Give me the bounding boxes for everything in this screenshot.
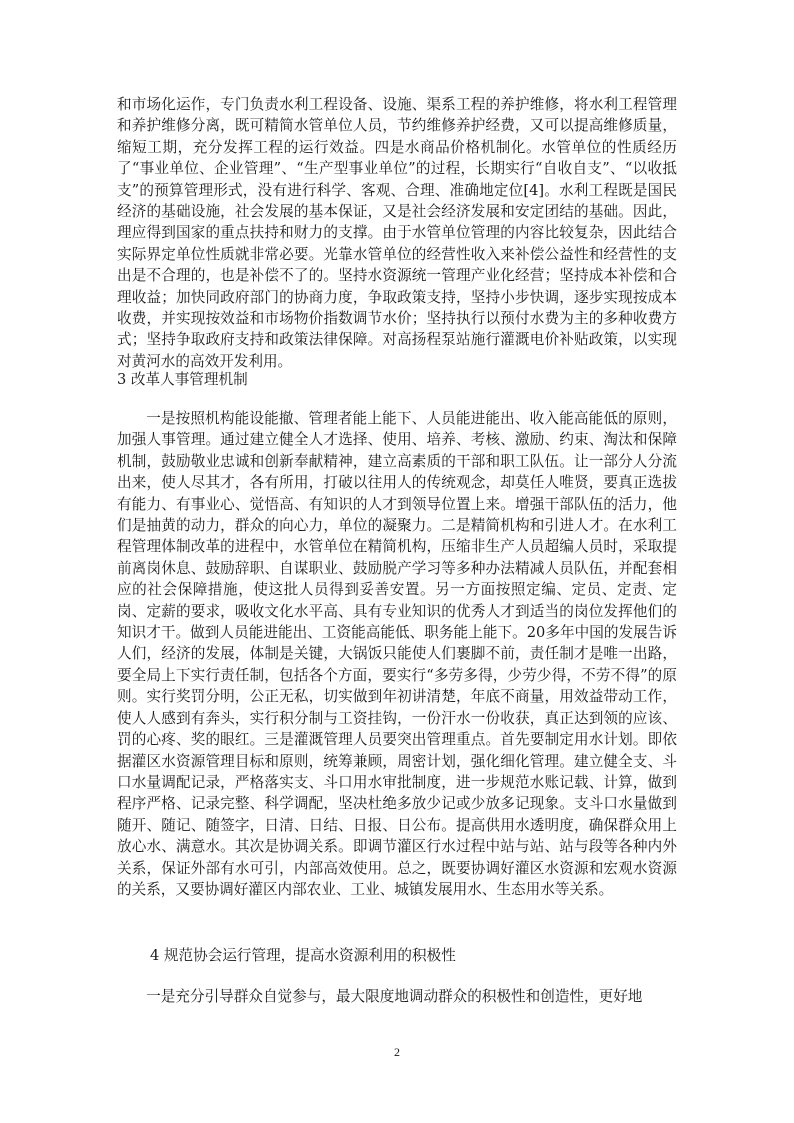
- body-paragraph-3: [117, 986, 677, 1007]
- paragraph-text: 一是充分引导群众自觉参与，最大限度地调动群众的积极性和创造性，更好地: [146, 988, 643, 1005]
- section-heading-text: 3 改革人事管理机制: [117, 371, 248, 388]
- paragraph-text: 和市场化运作，专门负责水利工程设备、设施、渠系工程的养护维修，将水利工程管理和养护维修分离，既可精简水管单位人员，节约维修养护经费，又可以提高维修质量，缩短工期，充分发挥工程的运行效益。四是水商品价格机制化。水管单位的性质经历了“事业单位、企业管理”、“生产型事业单位”的过程，长期实行“自收自支”、“以收抵支”的预算管理形式，没有进行科学、客观、合理、准确地定位[4]。水利工程既是国民经济的基础设施，社会发展的基本保证，又是社会经济发展和安定团结的基础。因此，理应得到国家的重点扶持和财力的支撑。由于水管单位管理的内容比较复杂，因此结合实际界定单位性质就非常必要。光靠水管单位的经营性收入来补偿公益性和经营性的支出是不合理的，也是补偿不了的。坚持水资源统一管理产业化经营；坚持成本补偿和合理收益；加快同政府部门的协商力度，争取政策支持，坚持小步快调，逐步实现按成本收费，并实现按效益和市场物价指数调节水价；坚持执行以预付水费为主的多种收费方式；坚持争取政府支持和政策法律保障。对高扬程泵站施行灌溉电价补贴政策，以实现对黄河水的高效开发利用。: [117, 96, 677, 370]
- section-heading-3: [117, 369, 677, 390]
- section-heading-text: 4 规范协会运行管理，提高水资源利用的积极性: [150, 947, 456, 964]
- page-number: 2: [394, 1045, 400, 1059]
- body-paragraph-2: [117, 408, 677, 900]
- section-heading-4: [150, 945, 710, 966]
- paragraph-text: 一是按照机构能设能撤、管理者能上能下、人员能进能出、收入能高能低的原则，加强人事管理。通过建立健全人才选择、使用、培养、考核、激励、约束、淘汰和保障机制，鼓励敬业忠诚和创新奉献精神，建立高素质的干部和职工队伍。让一部分人分流出来，使人尽其才，各有所用，打破以往用人的传统观念，却莫任人唯贤，要真正选拔有能力、有事业心、觉悟高、有知识的人才到领导位置上来。增强干部队伍的活力，他们是抽黄的动力，群众的向心力，单位的凝聚力。二是精简机构和引进人才。在水利工程管理体制改革的进程中，水管单位在精简机构，压缩非生产人员超编人员时，采取提前离岗休息、鼓励辞职、自谋职业、鼓励脱产学习等多种办法精减人员队伍，并配套相应的社会保障措施，使这批人员得到妥善安置。另一方面按照定编、定员、定责、定岗、定薪的要求，吸收文化水平高、具有专业知识的优秀人才到适当的岗位发挥他们的知识才干。做到人员能进能出、工资能高能低、职务能上能下。20多年中国的发展告诉人们，经济的发展，体制是关键，大锅饭只能使人们裹脚不前，责任制才是唯一出路，要全局上下实行责任制，包括各个方面，要实行“多劳多得，少劳少得，不劳不得”的原则。实行奖罚分明，公正无私，切实做到年初讲清楚，年底不商量，用效益带动工作，使人人感到有奔头，实行积分制与工资挂钩，一份汗水一份收获，真正达到领的应该、罚的心疼、奖的眼红。三是灌溉管理人员要突出管理重点。首先要制定用水计划。即依据灌区水资源管理目标和原则，统筹兼顾，周密计划，强化细化管理。建立健全支、斗口水量调配记录，严格落实支、斗口用水审批制度，进一步规范水账记载、计算，做到程序严格、记录完整、科学调配，坚决杜绝多放少记或少放多记现象。支斗口水量做到随开、随记、随签字，日清、日结、日报、日公布。提高供用水透明度，确保群众用上放心水、满意水。其次是协调关系。即调节灌区行水过程中站与站、站与段等各种内外关系，保证外部有水可引，内部高效使用。总之，既要协调好灌区水资源和宏观水资源的关系，又要协调好灌区内部农业、工业、城镇发展用水、生态用水等关系。: [117, 410, 677, 898]
- body-paragraph-1: [117, 94, 677, 372]
